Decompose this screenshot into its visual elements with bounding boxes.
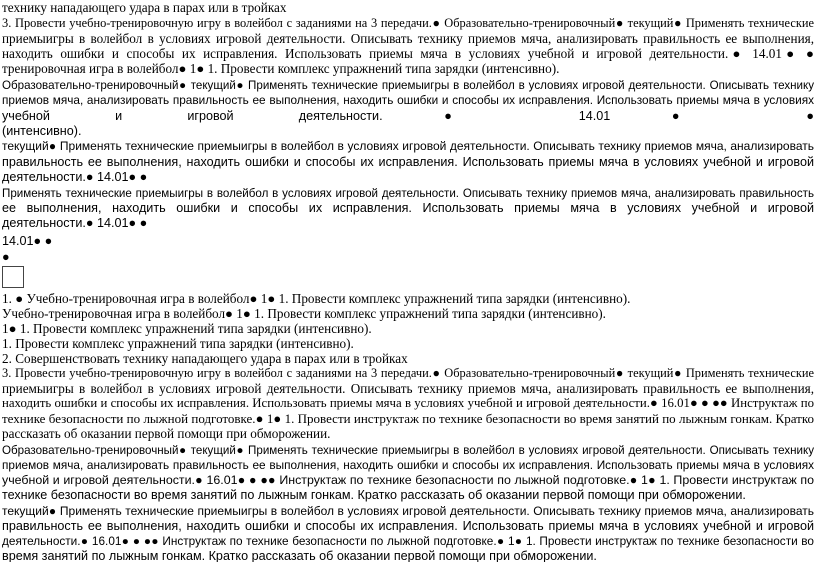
- text-line: учебной и игровой деятельности.● 14.01● ●: [2, 109, 814, 123]
- text-line: приемов мяча, анализировать правильность ее выполнения, находить ошибки и способы их исправления. Использовать приемы мяча в условиях: [2, 93, 814, 107]
- text-line: технику нападающего удара в парах или в тройках: [2, 0, 287, 15]
- text-line: приемов мяча, анализировать правильность ее выполнения, находить ошибки и способы их исправления. Использовать приемы мяча в условиях: [2, 458, 814, 472]
- text-line: находить ошибки и способы их исправления. Использовать приемы мяча в условиях учебной и игровой деятельности.● 14.01● ●: [2, 46, 814, 61]
- text-line: текущий● Применять технические приемыигры в волейбол в условиях игровой деятельности. Описывать технику приемов мяча, анализировать: [2, 139, 814, 153]
- text-line: находить ошибки и способы их исправления. Использовать приемы мяча в условиях учебной и игровой деятельности.● 16.01● ● ●● Инструктаж по: [2, 396, 814, 410]
- text-line: Учебно-тренировочная игра в волейбол● 1● 1. Провести комплекс упражнений типа зарядки (интенсивно).: [2, 306, 606, 321]
- text-line: учебной и игровой деятельности.● 16.01● ● ●● Инструктаж по технике безопасности по лыжной подготовке.● 1● 1. Провести инструктаж по: [2, 473, 814, 487]
- text-line: Образовательно-тренировочный● текущий● Применять технические приемыигры в волейбол в условиях игровой деятельности. Описывать технику: [2, 444, 814, 457]
- text-line: Образовательно-тренировочный● текущий● Применять технические приемыигры в волейбол в условиях игровой деятельности. Описывать технику: [2, 79, 814, 92]
- text-line: рассказать об оказании первой помощи при обморожении.: [2, 426, 331, 441]
- text-line: деятельности.● 14.01● ●: [2, 170, 148, 184]
- text-line: 14.01● ●: [2, 234, 53, 248]
- text-line: 3. Провести учебно-тренировочную игру в волейбол с заданиями на 3 передачи.● Образовательно-тренировочный● текущий● Применять технические: [2, 366, 814, 380]
- text-line: 3. Провести учебно-тренировочную игру в волейбол с заданиями на 3 передачи.● Образовательно-тренировочный● текущий● Применять технические: [2, 16, 814, 30]
- text-line: правильность ее выполнения, находить ошибки и способы их исправления. Использовать приемы мяча в условиях учебной и игровой: [2, 519, 814, 533]
- text-line: деятельности.● 16.01● ● ●● Инструктаж по технике безопасности по лыжной подготовке.● 1● 1. Провести инструктаж по технике безопасности во: [2, 534, 814, 548]
- text-line: правильность ее выполнения, находить ошибки и способы их исправления. Использовать приемы мяча в условиях учебной и игровой: [2, 155, 814, 169]
- text-line: технике безопасности по лыжной подготовке.● 1● 1. Провести инструктаж по технике безопасности во время занятий по лыжным гонкам. Кратко: [2, 411, 814, 426]
- text-line: (интенсивно).: [2, 124, 82, 138]
- text-line: время занятий по лыжным гонкам. Кратко рассказать об оказании первой помощи при обморожении.: [2, 549, 597, 562]
- text-line: ее выполнения, находить ошибки и способы их исправления. Использовать приемы мяча в условиях учебной и игровой: [2, 201, 814, 215]
- text-line: текущий● Применять технические приемыигры в волейбол в условиях игровой деятельности. Описывать технику приемов мяча, анализировать: [2, 504, 814, 518]
- text-line: приемыигры в волейбол в условиях игровой деятельности. Описывать технику приемов мяча, анализировать правильность ее выполнения,: [2, 381, 814, 396]
- text-line: 1. ● Учебно-тренировочная игра в волейбол● 1● 1. Провести комплекс упражнений типа зарядки (интенсивно).: [2, 291, 631, 306]
- text-line: деятельности.● 14.01● ●: [2, 216, 148, 230]
- text-line: Применять технические приемыигры в волейбол в условиях игровой деятельности. Описывать технику приемов мяча, анализировать правильность: [2, 187, 814, 200]
- text-line: технике безопасности во время занятий по лыжным гонкам. Кратко рассказать об оказании первой помощи при обморожении.: [2, 488, 746, 502]
- bullet: ●: [2, 250, 10, 264]
- text-line: 2. Совершенствовать технику нападающего удара в парах или в тройках: [2, 351, 408, 366]
- text-line: приемыигры в волейбол в условиях игровой деятельности. Описывать технику приемов мяча, анализировать правильность ее выполнения,: [2, 31, 814, 46]
- text-line: 1. Провести комплекс упражнений типа зарядки (интенсивно).: [2, 336, 354, 351]
- text-line: тренировочная игра в волейбол● 1● 1. Провести комплекс упражнений типа зарядки (интенсивно).: [2, 61, 560, 76]
- text-line: 1● 1. Провести комплекс упражнений типа зарядки (интенсивно).: [2, 321, 372, 336]
- checkbox-frame: [2, 266, 24, 288]
